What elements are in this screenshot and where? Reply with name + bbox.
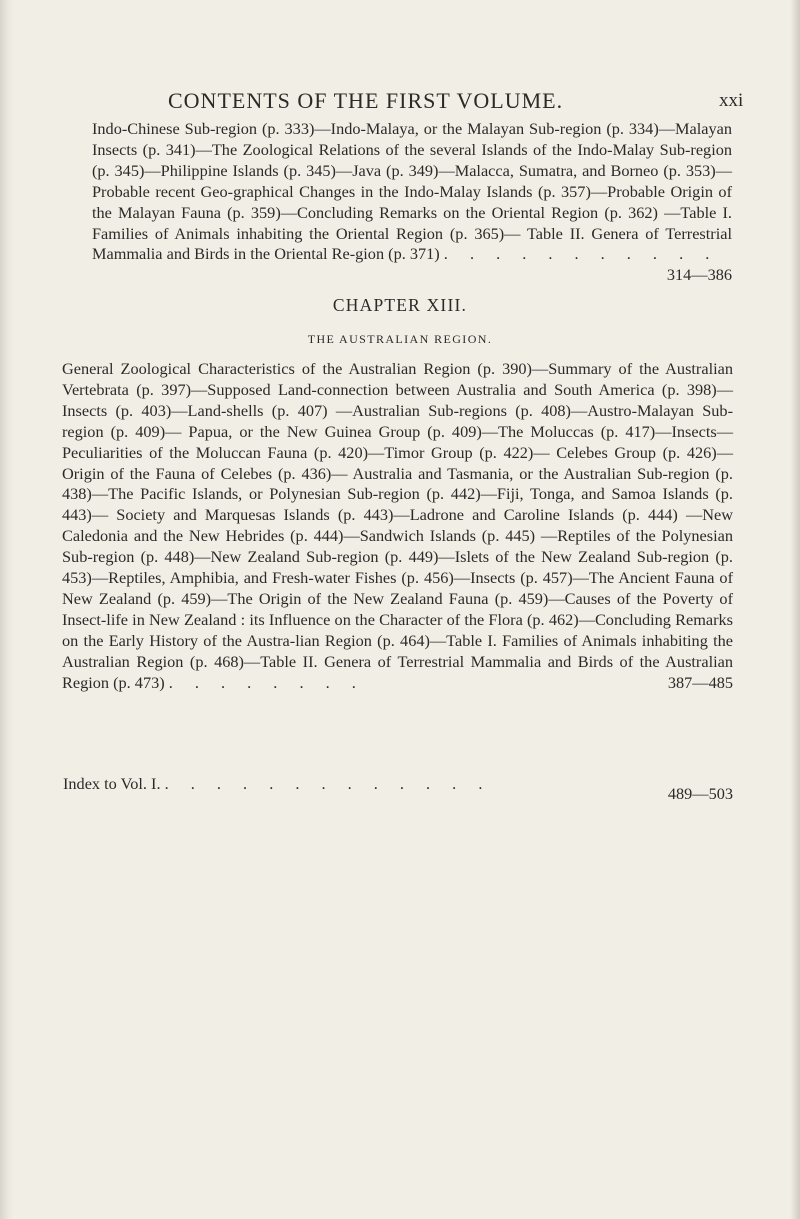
page-range: 489—503: [667, 784, 733, 803]
page-edge-shadow: [790, 0, 800, 1219]
contents-entry-text: Indo-Chinese Sub-region (p. 333)—Indo-Malaya, or the Malayan Sub-region (p. 334)—Malayan Insects (p. 341)—The Zoological Relations of the several Islands of the Indo-Malay Sub-region (p. 345)—Philippine Islands (p. 345)—Java (p. 349)—Malacca, Sumatra, and Borneo (p. 353)—Probable recent Geo-graphical Changes in the Indo-Malay Islands (p. 357)—Probable Origin of the Malayan Fauna (p. 359)—Concluding Remarks on the Oriental Region (p. 362) —Table I. Families of Animals inhabiting the Oriental Region (p. 365)— Table II. Genera of Terrestrial Mammalia and Birds in the Oriental Re-gion (p. 371): [92, 119, 732, 264]
index-label: Index to Vol. I.: [63, 774, 161, 793]
page-number: xxi: [719, 90, 744, 111]
contents-entry-text: General Zoological Characteristics of the Australian Region (p. 390)—Summary of the Australian Vertebrata (p. 397)—Supposed Land-connection between Australia and South America (p. 398)—Insects (p. 403)—Land-shells (p. 407) —Australian Sub-regions (p. 408)—Austro-Malayan Sub-region (p. 409)— Papua, or the New Guinea Group (p. 409)—The Moluccas (p. 417)—Insects— Peculiarities of the Moluccan Fauna (p. 420)—Timor Group (p. 422)— Celebes Group (p. 426)—Origin of the Fauna of Celebes (p. 436)— Australia and Tasmania, or the Australian Sub-region (p. 438)—The Pacific Islands, or Polynesian Sub-region (p. 442)—Fiji, Tonga, and Samoa Islands (p. 443)— Society and Marquesas Islands (p. 443)—Ladrone and Caroline Islands (p. 444) —New Caledonia and the New Hebrides (p. 444)—Sandwich Islands (p. 445) —Reptiles of the Polynesian Sub-region (p. 448)—New Zealand Sub-region (p. 449)—Islets of the New Zealand Sub-region (p. 453)—Reptiles, Amphibia, and Fresh-water Fishes (p. 456)—Insects (p. 457)—The Ancient Fauna of New Zealand (p. 459)—The Origin of the New Zealand Fauna (p. 459)—Causes of the Poverty of Insect-life in New Zealand : its Influence on the Character of the Flora (p. 462)—Concluding Remarks on the Early History of the Austra-lian Region (p. 464)—Table I. Families of Animals inhabiting the Australian Region (p. 468)—Table II. Genera of Terrestrial Mammalia and Birds of the Australian Region (p. 473): [62, 359, 733, 692]
contents-entry-chapter-xii-continued: [92, 119, 732, 286]
page-range: 387—485: [667, 672, 733, 692]
running-title: CONTENTS OF THE FIRST VOLUME.: [168, 88, 564, 113]
contents-entry-chapter-xiii: [62, 359, 733, 694]
page-gutter-shadow: [0, 0, 14, 1219]
contents-entry-index: [63, 774, 733, 805]
dot-leader: . . . . . . . . . . .: [443, 244, 719, 264]
page-range: 314—386: [666, 265, 732, 285]
chapter-subtitle: THE AUSTRALIAN REGION.: [307, 332, 493, 346]
dot-leader: . . . . . . . .: [168, 672, 365, 692]
dot-leader: . . . . . . . . . . . . .: [164, 774, 492, 793]
chapter-heading: CHAPTER XIII.: [332, 295, 468, 315]
